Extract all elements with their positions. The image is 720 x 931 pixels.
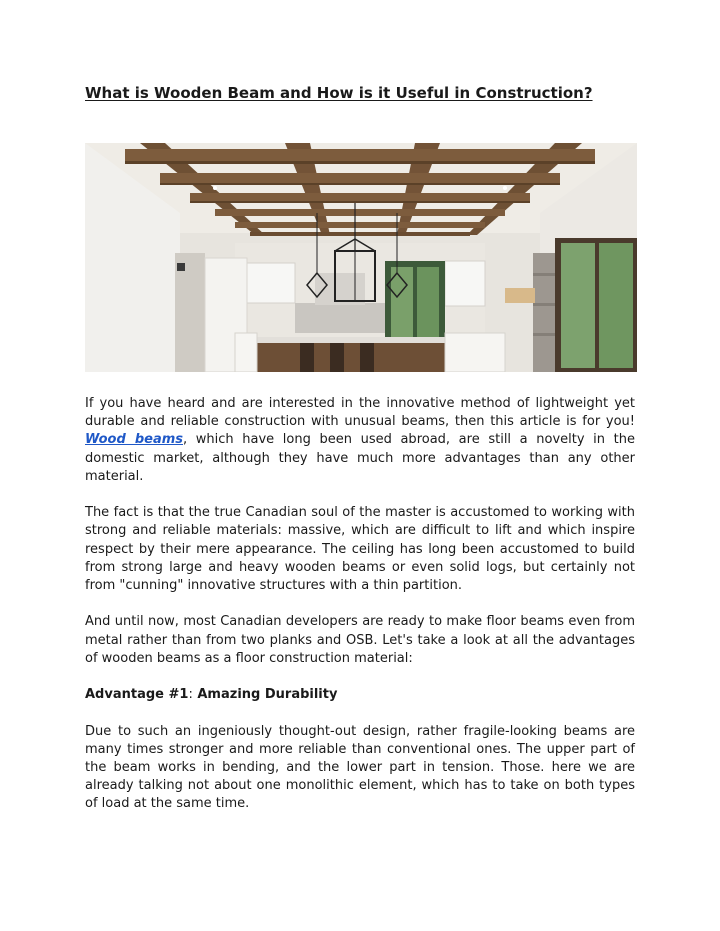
paragraph-3: And until now, most Canadian developers are ready to make floor beams even from metal rather than from two planks and OSB. Let's take a look at all the advantages of wooden beams as a floor construction material: [85,614,635,666]
article-body [85,395,635,832]
advantage-1-separator: : [188,687,193,703]
advantage-1-heading [85,686,635,704]
advantage-1-label: Advantage #1 [85,687,189,703]
article-title: What is Wooden Beam and How is it Useful in Construction? [85,84,593,102]
wood-beams-link[interactable]: Wood beams [85,432,183,448]
intro-text-after: , which have long been used abroad, are still a novelty in the domestic market, although they have much more advantages than any other material. [85,432,635,484]
intro-text-before: If you have heard and are interested in the innovative method of lightweight yet durable and reliable construction with unusual beams, then this article is for you! [85,396,635,430]
hero-image [85,143,637,372]
advantage-1-title: Amazing Durability [192,687,338,703]
paragraph-2: The fact is that the true Canadian soul of the master is accustomed to working with strong and reliable materials: massive, which are difficult to lift and which inspire respect by their mere appearance. The ceiling has long been accustomed to build from strong large and heavy wooden beams or even solid logs, but certainly not from "cunning" innovative structures with a thin partition. [85,505,635,594]
paragraph-4: Due to such an ingeniously thought-out design, rather fragile-looking beams are many times stronger and more reliable than conventional ones. The upper part of the beam works in bending, and the lower part in tension. Those. here we are already talking not about one monolithic element, which has to take on both types of load at the same time. [85,723,635,812]
kitchen-photo [85,143,637,372]
intro-paragraph [85,395,635,486]
